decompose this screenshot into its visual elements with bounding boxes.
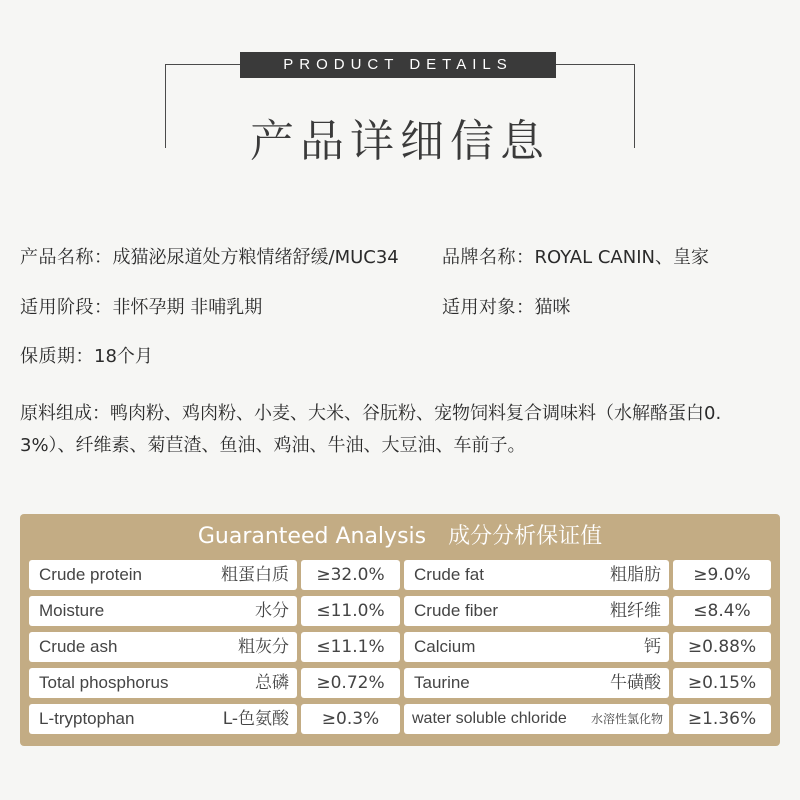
nutrient-value: ≥0.3% — [301, 704, 400, 734]
shelf-life-row — [20, 342, 153, 372]
nutrient-name-cell — [29, 560, 297, 590]
nutrient-name-cn: 粗脂肪 — [610, 565, 661, 585]
nutrient-name-cell — [404, 632, 669, 662]
nutrient-name-cell — [29, 632, 297, 662]
nutrient-name-en: Crude protein — [39, 565, 143, 584]
stage-label: 适用阶段： — [20, 297, 113, 318]
nutrient-name-cn: L-色氨酸 — [222, 709, 289, 729]
nutrient-name-en: Crude ash — [39, 637, 118, 656]
nutrient-name-cn: 粗纤维 — [610, 601, 661, 621]
nutrient-name-cell — [404, 560, 669, 590]
nutrient-name-en: Crude fat — [414, 565, 484, 584]
stage-value: 非怀孕期 非哺乳期 — [112, 297, 263, 318]
nutrient-name-cell — [29, 668, 297, 698]
nutrient-name-cell — [29, 596, 297, 626]
nutrient-name-cn: 水分 — [255, 601, 289, 621]
target-value: 猫咪 — [534, 297, 571, 318]
product-name-label: 产品名称： — [20, 247, 113, 268]
brand-row — [442, 243, 709, 273]
brand-value: ROYAL CANIN、皇家 — [534, 247, 709, 268]
analysis-title-en: Guaranteed Analysis — [197, 524, 427, 549]
nutrient-name-cn: 牛磺酸 — [610, 673, 661, 693]
ingredients-value: 鸭肉粉、鸡肉粉、小麦、大米、谷朊粉、宠物饲料复合调味料（水解酪蛋白0.3%）、纤维素、菊苣渣、鱼油、鸡油、牛油、大豆油、车前子。 — [20, 403, 722, 456]
nutrient-value: ≥0.72% — [301, 668, 400, 698]
analysis-title — [20, 520, 780, 554]
stage-row — [20, 293, 262, 323]
product-name-row — [20, 243, 399, 273]
product-name-value: 成猫泌尿道处方粮情绪舒缓/MUC34 — [112, 247, 399, 268]
nutrient-name-en: Taurine — [414, 673, 470, 692]
nutrient-name-cell — [29, 704, 297, 734]
analysis-title-cn: 成分分析保证值 — [448, 524, 603, 549]
nutrient-name-cell — [404, 704, 669, 734]
shelf-life-value: 18个月 — [94, 346, 153, 367]
target-row — [442, 293, 571, 323]
nutrient-name-en: water soluble chloride — [412, 710, 567, 727]
nutrient-value: ≤11.1% — [301, 632, 400, 662]
nutrient-value: ≥9.0% — [673, 560, 771, 590]
nutrient-value: ≥32.0% — [301, 560, 400, 590]
guaranteed-analysis-panel — [20, 514, 780, 746]
nutrient-name-cn: 粗蛋白质 — [221, 565, 289, 585]
nutrient-name-cn: 钙 — [644, 637, 661, 657]
nutrient-name-en: L-tryptophan — [39, 709, 135, 728]
nutrient-name-cn: 水溶性氯化物 — [590, 712, 663, 726]
shelf-life-label: 保质期： — [20, 346, 94, 367]
ingredients-label: 原料组成： — [20, 403, 110, 424]
nutrient-value: ≥0.15% — [673, 668, 771, 698]
target-label: 适用对象： — [442, 297, 535, 318]
nutrient-name-cn: 粗灰分 — [238, 637, 289, 657]
nutrient-name-cell — [404, 668, 669, 698]
brand-label: 品牌名称： — [442, 247, 535, 268]
nutrient-name-cell — [404, 596, 669, 626]
nutrient-name-en: Moisture — [39, 601, 105, 620]
nutrient-value: ≤8.4% — [673, 596, 771, 626]
nutrient-name-en: Crude fiber — [414, 601, 499, 620]
section-title-en: PRODUCT DETAILS — [240, 52, 556, 78]
nutrient-name-en: Calcium — [414, 637, 476, 656]
nutrient-name-cn: 总磷 — [255, 673, 289, 693]
nutrient-value: ≥0.88% — [673, 632, 771, 662]
nutrient-name-en: Total phosphorus — [39, 673, 169, 692]
nutrient-value: ≥1.36% — [673, 704, 771, 734]
ingredients-row — [20, 398, 760, 462]
nutrient-value: ≤11.0% — [301, 596, 400, 626]
page-title: 产品详细信息 — [250, 116, 550, 167]
